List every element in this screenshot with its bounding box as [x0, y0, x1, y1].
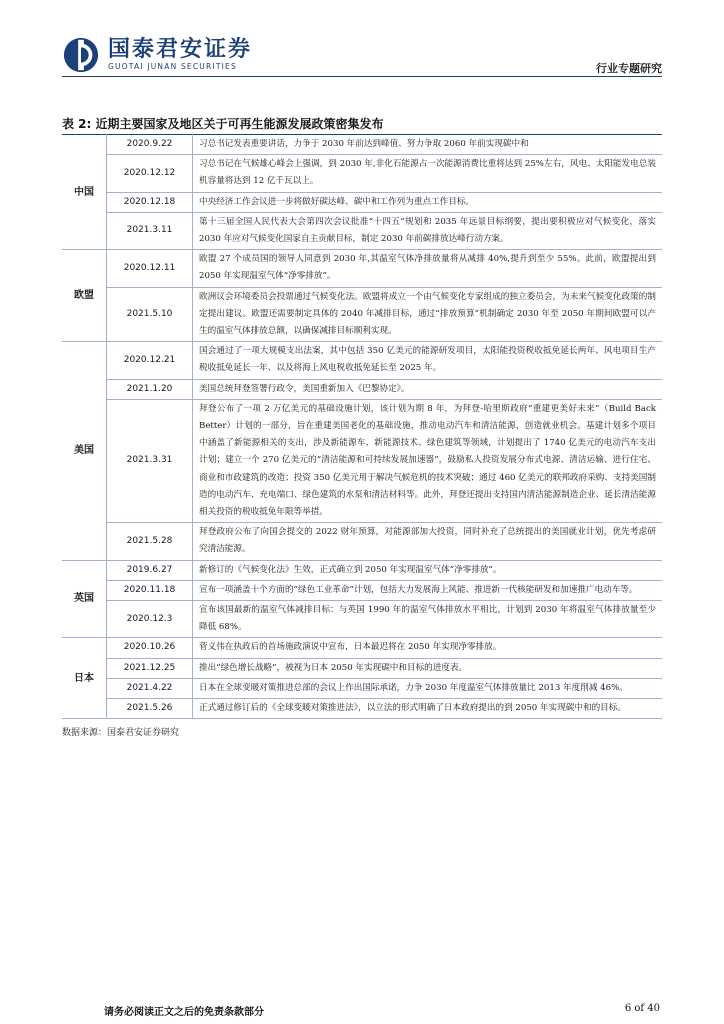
policy-table — [62, 134, 662, 719]
date-cell: 2020.12.11 — [107, 250, 193, 287]
date-cell: 2019.6.27 — [107, 560, 193, 580]
table-row — [62, 379, 662, 399]
logo-english-name: GUOTAI JUNAN SECURITIES — [108, 62, 237, 71]
policy-description-cell: 菅义伟在执政后的首场施政演说中宣布，日本最迟将在 2050 年实现净零排放。 — [193, 638, 663, 658]
date-cell: 2020.12.21 — [107, 342, 193, 379]
policy-description-cell: 宣布一项涵盖十个方面的“绿色工业革命”计划，包括大力发展海上风能、推进新一代核能研发和加速推广电动车等。 — [193, 580, 663, 600]
date-cell: 2021.1.20 — [107, 379, 193, 399]
data-source-note: 数据来源：国泰君安证券研究 — [62, 728, 180, 738]
policy-description-cell: 推出“绿色增长战略”，被视为日本 2050 年实现碳中和目标的进度表。 — [193, 658, 663, 678]
date-cell: 2020.9.22 — [107, 135, 193, 155]
date-cell: 2021.4.22 — [107, 678, 193, 698]
country-cell: 中国 — [62, 135, 107, 250]
policy-description-cell: 正式通过修订后的《全球变暖对策推进法》，以立法的形式明确了日本政府提出的到 2050 年实现碳中和的目标。 — [193, 699, 663, 719]
date-cell: 2021.12.25 — [107, 658, 193, 678]
policy-description-cell: 中央经济工作会议进一步将做好碳达峰、碳中和工作列为重点工作目标。 — [193, 192, 663, 212]
table-row — [62, 342, 662, 379]
report-type-label: 行业专题研究 — [596, 62, 662, 75]
page-header — [0, 0, 724, 110]
date-cell: 2021.3.31 — [107, 399, 193, 522]
policy-description-cell: 日本在全球变暖对策推进总部的会议上作出国际承诺，力争 2030 年度温室气体排放量比 2013 年度削减 46%。 — [193, 678, 663, 698]
table-row — [62, 580, 662, 600]
table-row — [62, 399, 662, 522]
footer-disclaimer: 请务必阅读正文之后的免责条款部分 — [104, 1007, 264, 1018]
table-row — [62, 699, 662, 719]
table-row — [62, 212, 662, 249]
policy-description-cell: 欧洲议会环境委员会投票通过气候变化法。欧盟将成立一个由气候变化专家组成的独立委员会，为未来气候变化政策的制定提出建议。欧盟还需要制定具体的 2040 年减排目标，通过“排放预算”机制确定 2030 年至 2050 年期间欧盟可以产生的温室气体排放总额，以确保减排目标顺利实现。 — [193, 287, 663, 342]
table-title: 表 2: 近期主要国家及地区关于可再生能源发展政策密集发布 — [62, 117, 384, 131]
table-row — [62, 192, 662, 212]
table-row — [62, 287, 662, 342]
date-cell: 2020.10.26 — [107, 638, 193, 658]
company-logo — [62, 37, 252, 73]
policy-description-cell: 欧盟 27 个成员国的领导人同意到 2030 年,其温室气体净排放量将从减排 40%,提升到至少 55%。此前，欧盟提出到 2050 年实现温室气体“净零排放”。 — [193, 250, 663, 287]
policy-description-cell: 国会通过了一项大规模支出法案，其中包括 350 亿美元的能源研发项目，太阳能投资税收抵免延长两年、风电项目生产税收抵免延长一年、以及将海上风电税收抵免延长至 2025 年。 — [193, 342, 663, 379]
date-cell: 2021.5.26 — [107, 699, 193, 719]
policy-description-cell: 美国总统拜登签署行政令，美国重新加入《巴黎协定》。 — [193, 379, 663, 399]
date-cell: 2021.5.10 — [107, 287, 193, 342]
date-cell: 2020.12.3 — [107, 601, 193, 638]
policy-description-cell: 拜登公布了一项 2 万亿美元的基础设施计划，该计划为期 8 年，为拜登-哈里斯政府“重建更美好未来”（Build Back Better）计划的一部分，旨在重建美国老化的基础设施，推动电动汽车和清洁能源，创造就业机会。基建计划多个项目中涵盖了新能源相关的支出，涉及新能源车、新能源技术、绿色建筑等领域，计划提出了 1740 亿美元的电动汽车支出计划；建立一个 270 亿美元的“清洁能源和可持续发展加速器”，鼓励私人投资发展分布式电源、清洁运输、进行住宅、商业和市政建筑的改造；投资 350 亿美元用于解决气候危机的技术突破；通过 460 亿美元的联邦政府采购、支持美国制造的电动汽车、充电端口、绿色建筑的水泵和清洁材料等。此外，拜登还提出支持国内清洁能源制造企业、延长清洁能源相关投资的税收抵免年限等举措。 — [193, 399, 663, 522]
date-cell: 2021.5.28 — [107, 523, 193, 560]
policy-table-container — [62, 134, 662, 719]
policy-description-cell: 宣布该国最新的温室气体减排目标：与英国 1990 年的温室气体排放水平相比，计划到 2030 年将温室气体排放量至少降低 68%。 — [193, 601, 663, 638]
policy-description-cell: 习总书记发表重要讲话，力争于 2030 年前达到峰值、努力争取 2060 年前实现碳中和 — [193, 135, 663, 155]
policy-description-cell: 新修订的《气候变化法》生效，正式确立到 2050 年实现温室气体“净零排放”。 — [193, 560, 663, 580]
policy-description-cell: 拜登政府公布了向国会提交的 2022 财年预算，对能源部加大投资，同时补充了总统提出的美国就业计划，优先考虑研究清洁能源。 — [193, 523, 663, 560]
policy-description-cell: 第十三届全国人民代表大会第四次会议批准“十四五”规划和 2035 年远景目标纲要，提出要积极应对气候变化，落实 2030 年应对气候变化国家自主贡献目标，制定 2030 年前碳排放达峰行动方案。 — [193, 212, 663, 249]
logo-chinese-name: 国泰君安证券 — [108, 37, 253, 62]
table-row — [62, 155, 662, 192]
table-row — [62, 523, 662, 560]
country-cell: 英国 — [62, 560, 107, 638]
date-cell: 2020.12.12 — [107, 155, 193, 192]
country-cell: 日本 — [62, 638, 107, 719]
date-cell: 2020.11.18 — [107, 580, 193, 600]
country-cell: 美国 — [62, 342, 107, 560]
date-cell: 2020.12.18 — [107, 192, 193, 212]
date-cell: 2021.3.11 — [107, 212, 193, 249]
page-number: 6 of 40 — [624, 1003, 660, 1014]
table-row — [62, 601, 662, 638]
table-row — [62, 678, 662, 698]
table-row — [62, 658, 662, 678]
table-row — [62, 250, 662, 287]
country-cell: 欧盟 — [62, 250, 107, 342]
table-row — [62, 135, 662, 155]
table-row — [62, 638, 662, 658]
policy-description-cell: 习总书记在气候雄心峰会上强调，到 2030 年,非化石能源占一次能源消费比重将达到 25%左右，风电、太阳能发电总装机容量将达到 12 亿千瓦以上。 — [193, 155, 663, 192]
guotai-junan-logo-icon — [62, 36, 100, 74]
table-row — [62, 560, 662, 580]
header-divider — [62, 76, 662, 77]
